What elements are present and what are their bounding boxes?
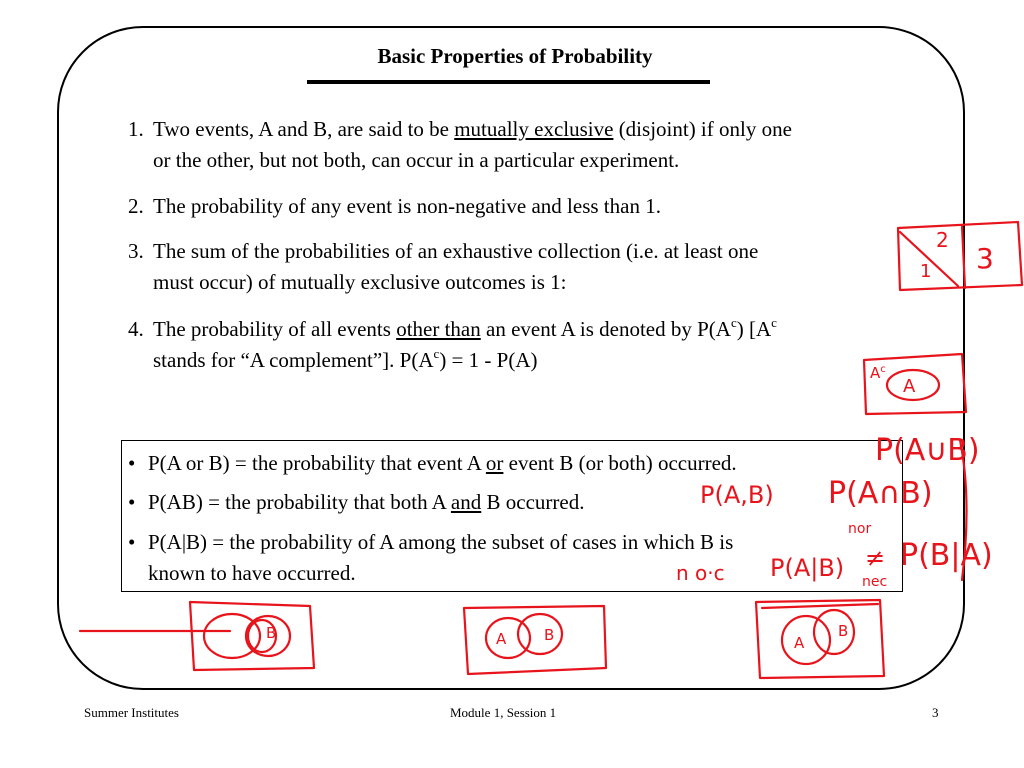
venn-3-circle-a xyxy=(782,616,830,664)
p-a-union-b-note: P(A∪B) xyxy=(875,433,980,468)
item-number: 2. xyxy=(128,194,144,218)
underlined-term: and xyxy=(450,490,482,514)
venn-sketch-3 xyxy=(756,600,884,678)
item-text: ) [A xyxy=(736,317,772,341)
bullet-text: event B (or both) occurred. xyxy=(503,451,737,475)
underlined-term: mutually exclusive xyxy=(454,117,614,141)
p-a-cap-b-note: P(A∩B) xyxy=(828,476,933,511)
item-text: Two events, A and B, are said to be xyxy=(153,117,455,141)
p-b-given-a-note: P(B|A) xyxy=(900,538,993,573)
venn-sketch-1 xyxy=(80,602,314,670)
not-equal-note: ≠ xyxy=(865,544,886,572)
superscript-c: c xyxy=(433,346,440,361)
underlined-term: or xyxy=(485,451,504,475)
venn-2-circle-a xyxy=(486,618,530,658)
item-3-line-2: must occur) of mutually exclusive outcomes is 1: xyxy=(153,270,567,294)
bullet-3-line-2: known to have occurred. xyxy=(148,561,356,585)
nec-note: nec xyxy=(862,574,888,590)
p-a-given-b-note: P(A|B) xyxy=(770,554,845,582)
nor-note: nor xyxy=(848,521,872,537)
ac-label: $A^c$ xyxy=(870,364,886,382)
item-number: 1. xyxy=(128,117,144,141)
a-circle-label: A xyxy=(903,376,916,397)
venn-1-circle-a xyxy=(204,614,260,658)
item-text: ) = 1 - P(A) xyxy=(439,348,538,372)
item-number: 3. xyxy=(128,239,144,263)
bullet-dot: • xyxy=(128,451,136,475)
venn-2-circle-b xyxy=(518,614,562,654)
venn-3-b-label: B xyxy=(838,622,849,640)
item-text: The probability of all events xyxy=(153,317,397,341)
venn-3-a-label: A xyxy=(794,634,805,652)
item-3-line-1: The sum of the probabilities of an exhaustive collection (i.e. at least one xyxy=(153,239,759,263)
bullet-text: B occurred. xyxy=(481,490,585,514)
venn-3-box xyxy=(756,600,884,678)
complement-sketch xyxy=(864,354,966,414)
venn-2-b-label: B xyxy=(544,626,555,644)
footer-center: Module 1, Session 1 xyxy=(450,705,557,720)
footer-left: Summer Institutes xyxy=(84,705,179,720)
item-number: 4. xyxy=(128,317,144,341)
item-text: an event A is denoted by P(A xyxy=(480,317,731,341)
venn-3-box-top-double xyxy=(762,604,878,608)
region-1-label: 1 xyxy=(920,261,932,282)
venn-sketch-2 xyxy=(464,606,606,674)
bullet-text: P(A or B) = the probability that event A xyxy=(148,451,486,475)
slide-title: Basic Properties of Probability xyxy=(377,44,653,68)
item-2-line-1: The probability of any event is non-negative and less than 1. xyxy=(153,194,661,218)
venn-2-a-label: A xyxy=(496,630,507,648)
region-3-label: 3 xyxy=(976,242,994,275)
not-c-note: n o·c xyxy=(676,561,725,585)
bullet-text: P(AB) = the probability that both A xyxy=(148,490,451,514)
bullet-dot: • xyxy=(128,490,136,514)
bullet-dot: • xyxy=(128,530,136,554)
superscript-c: c xyxy=(771,315,777,330)
partition-box xyxy=(898,222,1022,290)
partition-divider xyxy=(962,226,965,288)
page-number: 3 xyxy=(932,705,939,720)
item-text: (disjoint) if only one xyxy=(613,117,792,141)
p-a-comma-b-note: P(A,B) xyxy=(700,481,774,509)
item-1-line-2: or the other, but not both, can occur in a particular experiment. xyxy=(153,148,680,172)
item-text: stands for “A complement”]. P(A xyxy=(153,348,434,372)
underlined-term: other than xyxy=(396,317,481,341)
venn-1-b-label: B xyxy=(266,624,277,642)
venn-1-box xyxy=(190,602,314,670)
partition-sketch xyxy=(898,222,1022,290)
superscript-c: c xyxy=(730,315,737,330)
bullet-3-line-1: P(A|B) = the probability of A among the subset of cases in which B is xyxy=(148,530,734,554)
region-2-label: 2 xyxy=(936,228,949,252)
